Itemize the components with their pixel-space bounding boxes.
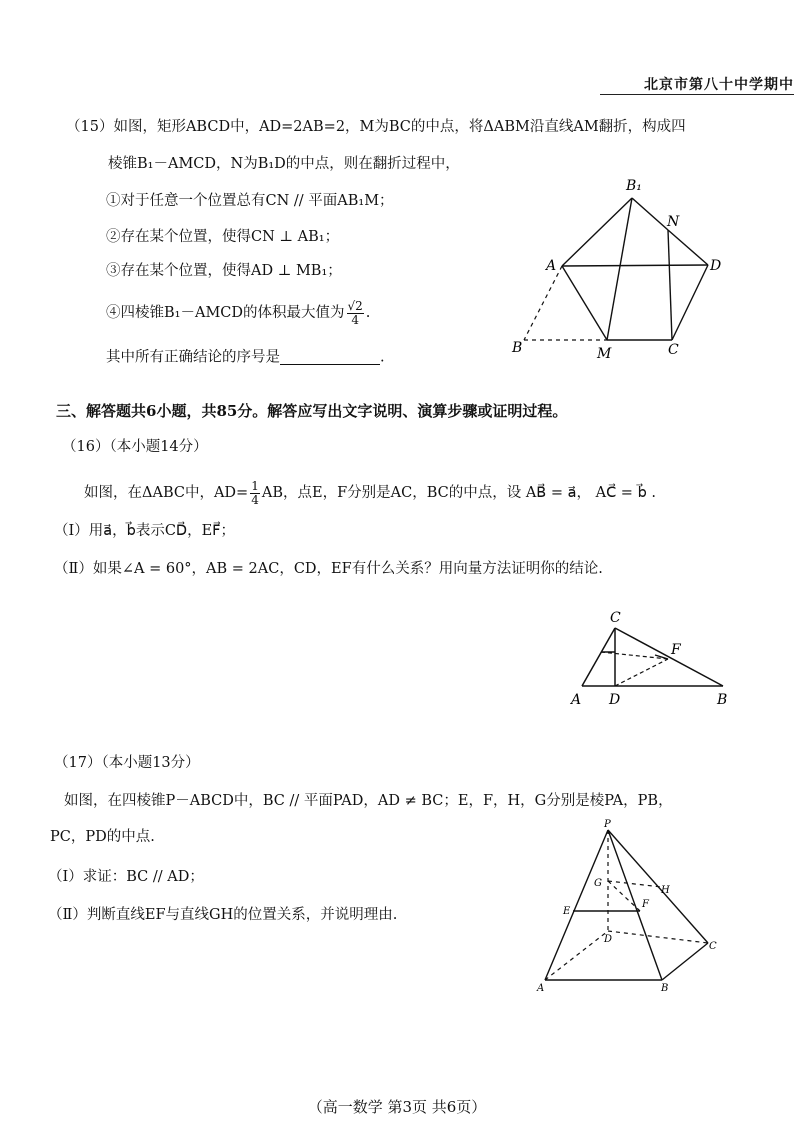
- q15-s4-fraction: [347, 300, 364, 326]
- label-E: E: [563, 906, 571, 917]
- label-F: F: [671, 642, 681, 658]
- section-3-heading: 三、解答题共6小题，共85分。解答应写出文字说明、演算步骤或证明过程。: [56, 402, 568, 420]
- q17-part-1: （Ⅰ）求证：BC // AD；: [48, 869, 204, 885]
- label-B: B: [661, 983, 669, 994]
- fraction-numerator: 1: [251, 479, 259, 493]
- school-header: 北京市第八十中学期中: [644, 77, 794, 93]
- q16-part-2: （Ⅱ）如果∠A = 60°，AB = 2AC，CD，EF有什么关系？用向量方法证明你的结论.: [54, 561, 603, 577]
- label-A: A: [537, 983, 545, 994]
- q15-answer-period: .: [380, 349, 385, 366]
- label-C: C: [610, 610, 621, 626]
- q16-title: （16）（本小题14分）: [62, 439, 208, 455]
- label-B1: B₁: [626, 178, 642, 194]
- answer-blank[interactable]: [280, 350, 380, 365]
- q15-figure: [500, 170, 740, 370]
- page-footer: （高一数学 第3页 共6页）: [307, 1098, 487, 1116]
- q17-part-2: （Ⅱ）判断直线EF与直线GH的位置关系，并说明理由.: [48, 907, 398, 923]
- q15-statement-4: [106, 300, 370, 326]
- fraction-denominator: 4: [251, 492, 259, 507]
- label-N: N: [667, 214, 680, 230]
- label-H: H: [661, 885, 670, 896]
- label-D: D: [609, 692, 621, 708]
- q16-line1-end: AB，点E，F分别是AC，BC的中点，设 AB⃗ = a⃗， AC⃗ = b⃗ .: [261, 485, 656, 502]
- label-A: A: [571, 692, 582, 708]
- label-F: F: [642, 899, 649, 910]
- q16-line1: [84, 480, 656, 506]
- q15-answer-prompt: 其中所有正确结论的序号是: [106, 349, 280, 366]
- label-C: C: [668, 342, 679, 358]
- label-M: M: [597, 346, 612, 362]
- label-A: A: [546, 258, 557, 274]
- q15-statement-2: ②存在某个位置，使得CN ⊥ AB₁；: [106, 229, 340, 245]
- q17-line1: 如图，在四棱锥P－ABCD中，BC // 平面PAD，AD ≠ BC；E，F，H，G分别是棱PA，PB，: [64, 793, 673, 809]
- label-D: D: [604, 934, 613, 945]
- q16-part-1: （Ⅰ）用a⃗，b⃗表示CD⃗，EF⃗；: [54, 523, 236, 539]
- label-C: C: [709, 941, 717, 952]
- q16-line1-start: 如图，在ΔABC中，AD=: [84, 485, 249, 502]
- label-B: B: [717, 692, 728, 708]
- q15-line2: 棱锥B₁－AMCD，N为B₁D的中点，则在翻折过程中，: [108, 156, 460, 172]
- q16-figure: [565, 608, 745, 712]
- q17-line2: PC，PD的中点.: [50, 829, 155, 845]
- header-rule: [600, 94, 794, 95]
- q15-answer-line: [106, 350, 385, 365]
- label-D: D: [710, 258, 722, 274]
- q15-s4-period: .: [365, 305, 371, 322]
- q15-s4-text: ④四棱锥B₁－AMCD的体积最大值为: [106, 305, 345, 322]
- fraction-denominator: 4: [351, 312, 359, 327]
- q15-line1: （15）如图，矩形ABCD中，AD=2AB=2，M为BC的中点，将ΔABM沿直线AM翻折，构成四: [66, 119, 686, 135]
- q15-statement-3: ③存在某个位置，使得AD ⊥ MB₁；: [106, 263, 342, 279]
- q17-title: （17）（本小题13分）: [54, 755, 200, 771]
- q15-statement-1: ①对于任意一个位置总有CN // 平面AB₁M；: [106, 193, 394, 209]
- label-G: G: [594, 878, 602, 889]
- q16-fraction: [250, 480, 260, 506]
- fraction-numerator: √2: [347, 299, 363, 313]
- q17-figure: [525, 815, 725, 995]
- label-P: P: [604, 819, 611, 830]
- label-B: B: [512, 340, 523, 356]
